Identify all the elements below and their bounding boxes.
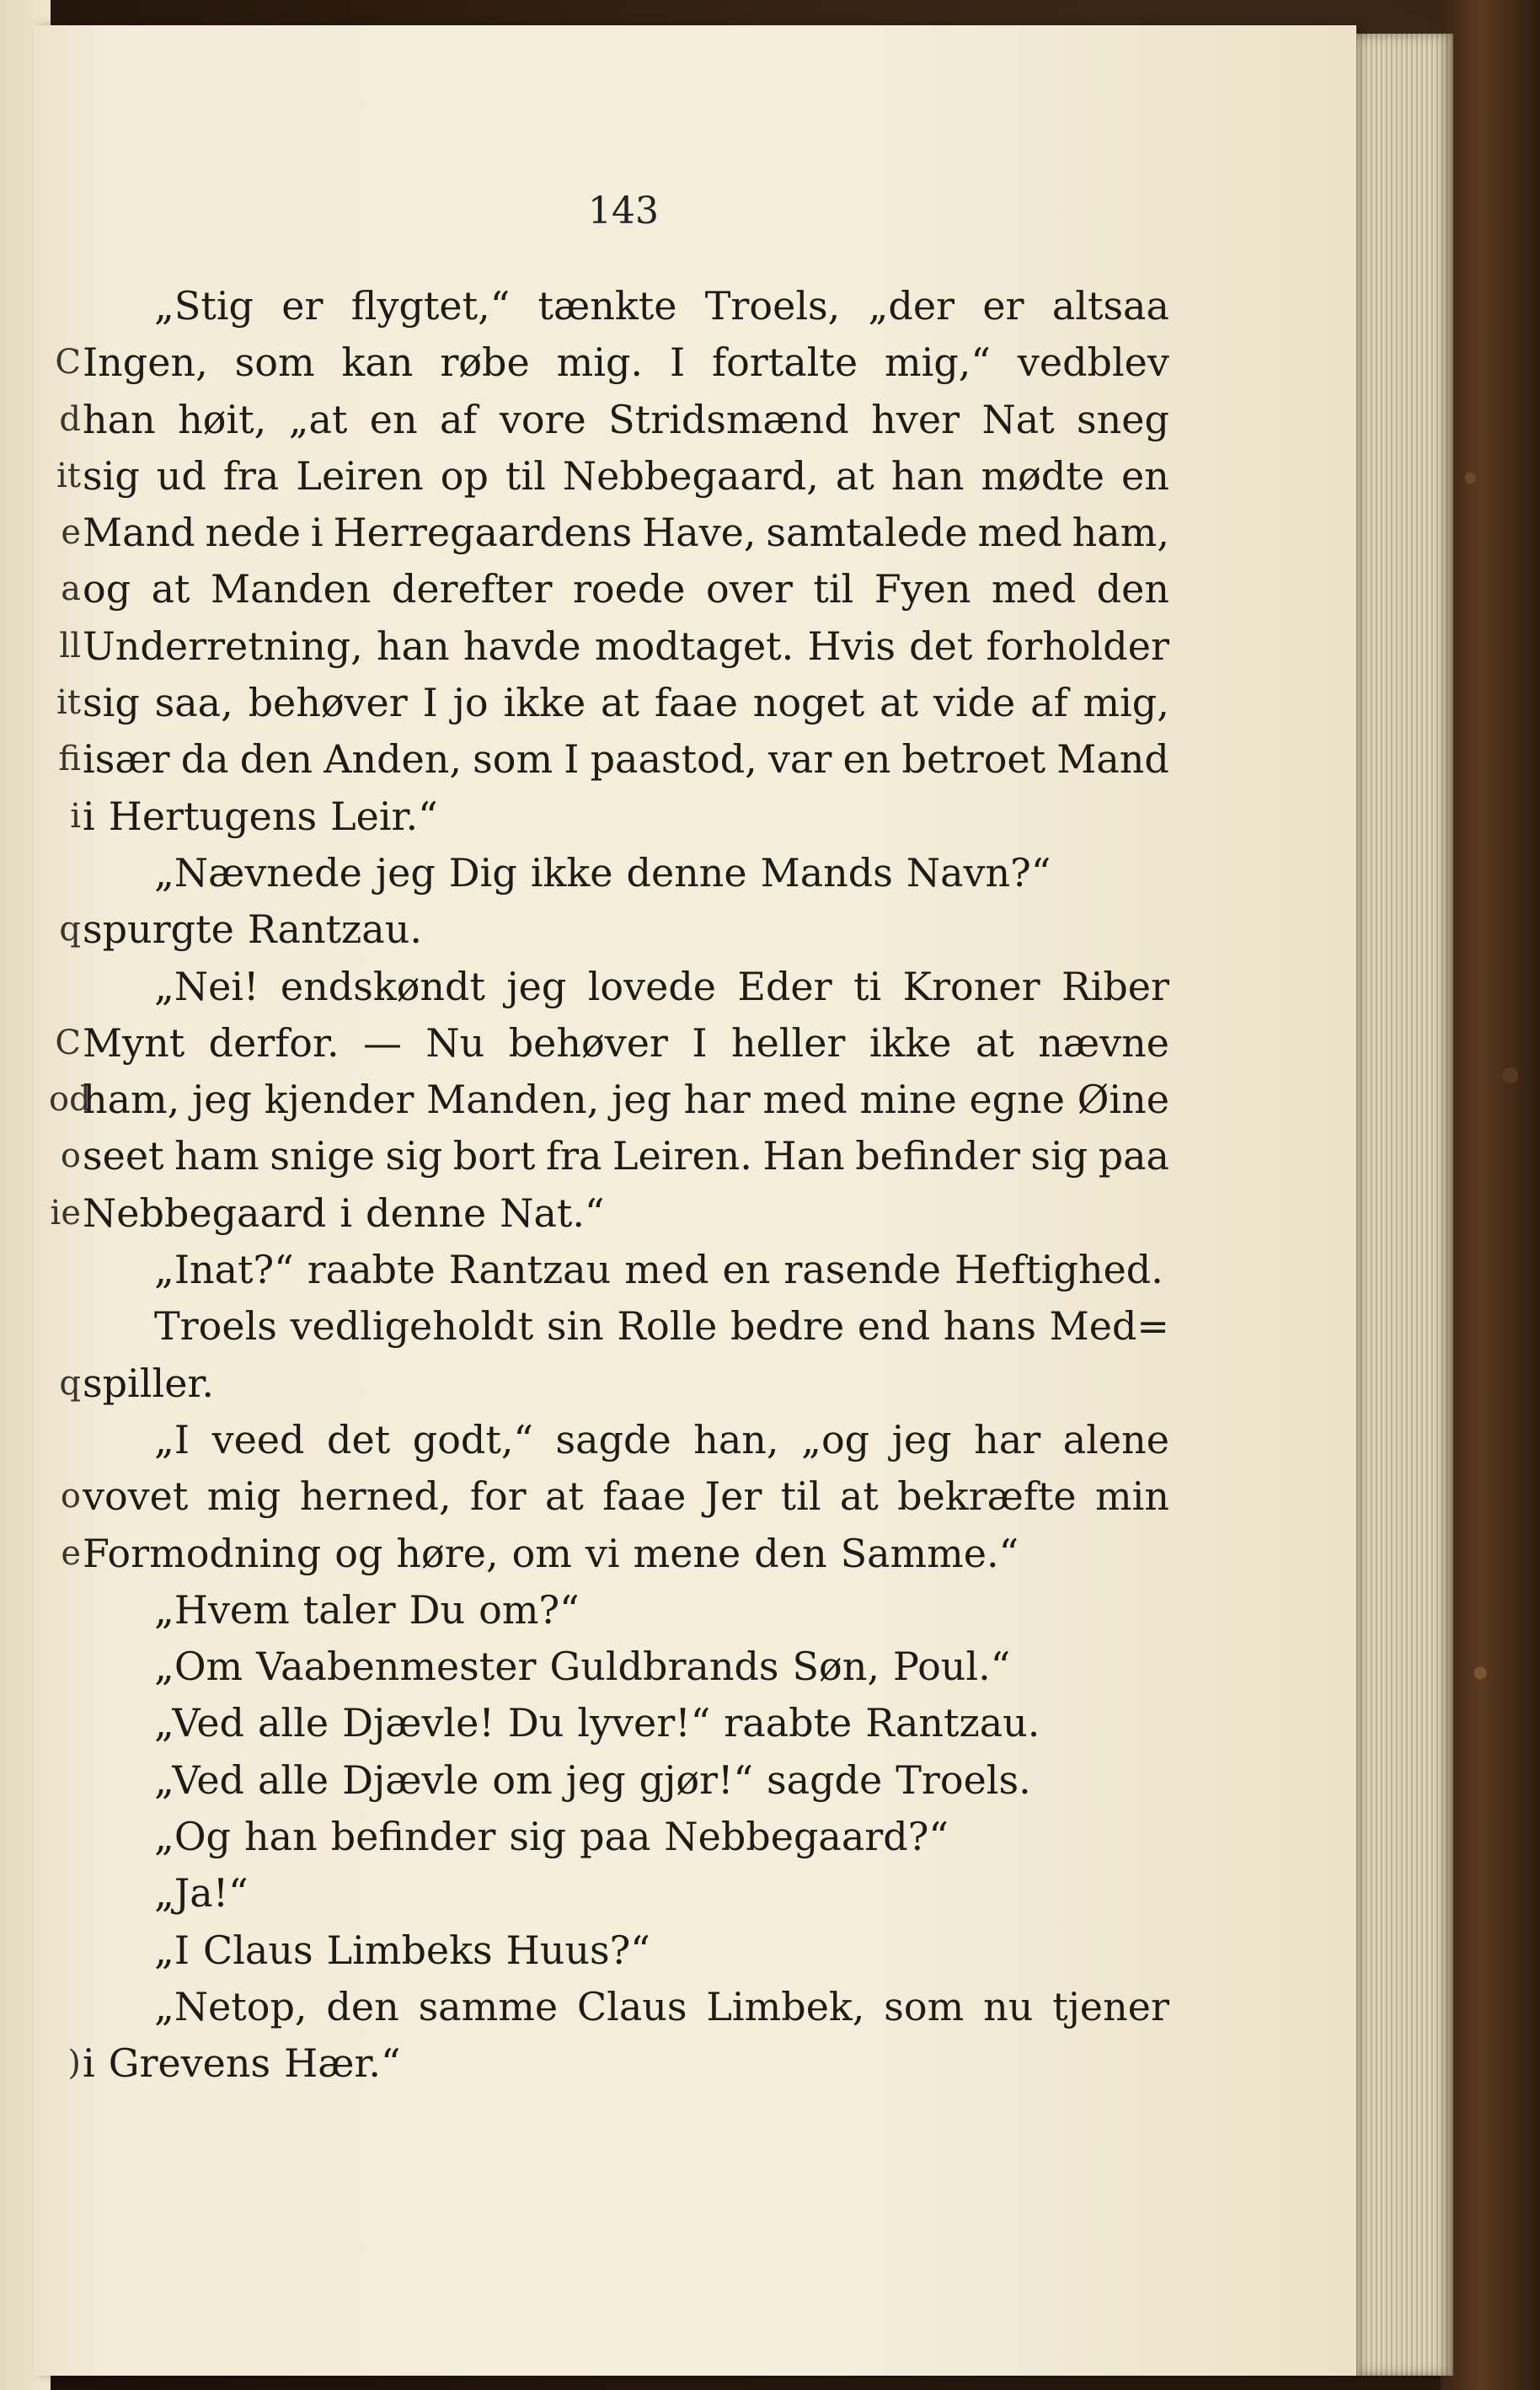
facing-page-fragment: ) [67,2044,81,2083]
line-text: i Hertugens Leir.“ [83,793,438,839]
line-text: i Grevens Hær.“ [83,2040,401,2087]
facing-page-fragment: o [60,1477,81,1516]
text-line [49,1298,1169,1355]
line-text: ham, jeg kjender Manden, jeg har med mine egne Øine [83,1077,1169,1123]
text-line [49,1355,1169,1412]
text-line [49,1526,1169,1582]
text-line [49,1468,1169,1525]
text-line [49,731,1169,788]
facing-page-fragment: o [60,1136,81,1176]
line-text: Nebbegaard i denne Nat.“ [83,1190,605,1236]
text-line [49,2035,1169,2092]
text-line [49,1752,1169,1809]
line-text: spiller. [83,1360,214,1406]
text-line [49,1072,1169,1128]
line-text: „I veed det godt,“ sagde han, „og jeg har alene [154,1416,1169,1462]
text-line [49,1639,1169,1695]
text-line [49,1185,1169,1242]
text-line [49,789,1169,845]
line-text: Ingen, som kan røbe mig. I fortalte mig,“ vedblev [83,340,1169,386]
facing-page-fragment: d [59,399,81,439]
facing-page-fragment: ie [50,1193,81,1232]
facing-page-fragment: fi [58,740,81,779]
line-text: Troels vedligeholdt sin Rolle bedre end hans Med= [154,1303,1169,1350]
text-line [49,392,1169,448]
book-cover-edge [1441,0,1540,2390]
text-line [49,1582,1169,1639]
facing-page-fragment: q [59,1363,81,1403]
text-line [49,1922,1169,1979]
line-text: Mand nede i Herregaardens Have, samtalede med ham, [83,510,1169,556]
line-text: seet ham snige sig bort fra Leiren. Han befinder sig paa [83,1133,1169,1179]
facing-page-fragment: ll [59,626,81,666]
text-line [49,1242,1169,1298]
line-text: „Og han befinder sig paa Nebbegaard?“ [154,1814,949,1860]
text-line [49,675,1169,731]
facing-page-fragment: e [61,513,81,553]
text-line [49,1015,1169,1072]
line-text: „Netop, den samme Claus Limbek, som nu tjener [154,1983,1169,2029]
line-text: „Ved alle Djævle om jeg gjør!“ sagde Troels. [154,1756,1031,1803]
facing-page-fragment: C [55,343,81,382]
line-text: „Inat?“ raabte Rantzau med en rasende Heftighed. [154,1247,1163,1293]
facing-page-fragment: od [49,1080,91,1120]
text-line [49,278,1169,334]
line-text: Formodning og høre, om vi mene den Samme.“ [83,1530,1019,1576]
line-text: „Nævnede jeg Dig ikke denne Mands Navn?“ [154,849,1051,896]
text-line [49,618,1169,675]
body-text [49,278,1169,2093]
text-line [49,448,1169,505]
line-text: „Stig er flygtet,“ tænkte Troels, „der er altsaa [154,283,1169,329]
text-line [49,561,1169,618]
text-line [49,334,1169,391]
line-text: „Om Vaabenmester Guldbrands Søn, Poul.“ [154,1644,1011,1690]
page-stack-edges [1344,34,1453,2376]
facing-page-fragment: it [56,683,81,723]
text-line [49,901,1169,958]
line-text: „Nei! endskøndt jeg lovede Eder ti Kroner Riber [154,963,1169,1009]
line-text: Mynt derfor. — Nu behøver I heller ikke at nævne [83,1019,1169,1066]
facing-page-fragment: C [55,1023,81,1062]
text-line [49,1979,1169,2035]
facing-page-fragment: q [59,910,81,949]
text-line [49,1809,1169,1865]
line-text: især da den Anden, som I paastod, var en betroet Mand [83,736,1169,783]
line-text: „Hvem taler Du om?“ [154,1586,580,1633]
text-line [49,1695,1169,1751]
line-text: vovet mig herned, for at faae Jer til at bekræfte min [83,1473,1169,1520]
book-page [34,25,1356,2376]
line-text: sig saa, behøver I jo ikke at faae noget at vide af mig, [83,680,1169,726]
line-text: Underretning, han havde modtaget. Hvis det forholder [83,623,1169,669]
facing-page-fragment: i [70,796,81,836]
line-text: „Ved alle Djævle! Du lyver!“ raabte Rantzau. [154,1700,1040,1746]
text-line [49,845,1169,901]
line-text: sig ud fra Leiren op til Nebbegaard, at han mødte en [83,452,1169,499]
line-text: „Ja!“ [154,1870,249,1917]
line-text: „I Claus Limbeks Huus?“ [154,1927,650,1973]
text-line [49,1128,1169,1184]
facing-page-fragment: e [61,1533,81,1573]
text-line [49,1865,1169,1922]
facing-page-fragment: it [56,456,81,495]
text-line [49,1412,1169,1468]
line-text: spurgte Rantzau. [83,906,422,953]
line-text: og at Manden derefter roede over til Fyen med den [83,566,1169,612]
text-line [49,959,1169,1015]
page-number: 143 [588,190,659,233]
text-line [49,505,1169,561]
line-text: han høit, „at en af vore Stridsmænd hver Nat sneg [83,396,1169,442]
facing-page-fragment: a [61,569,81,609]
